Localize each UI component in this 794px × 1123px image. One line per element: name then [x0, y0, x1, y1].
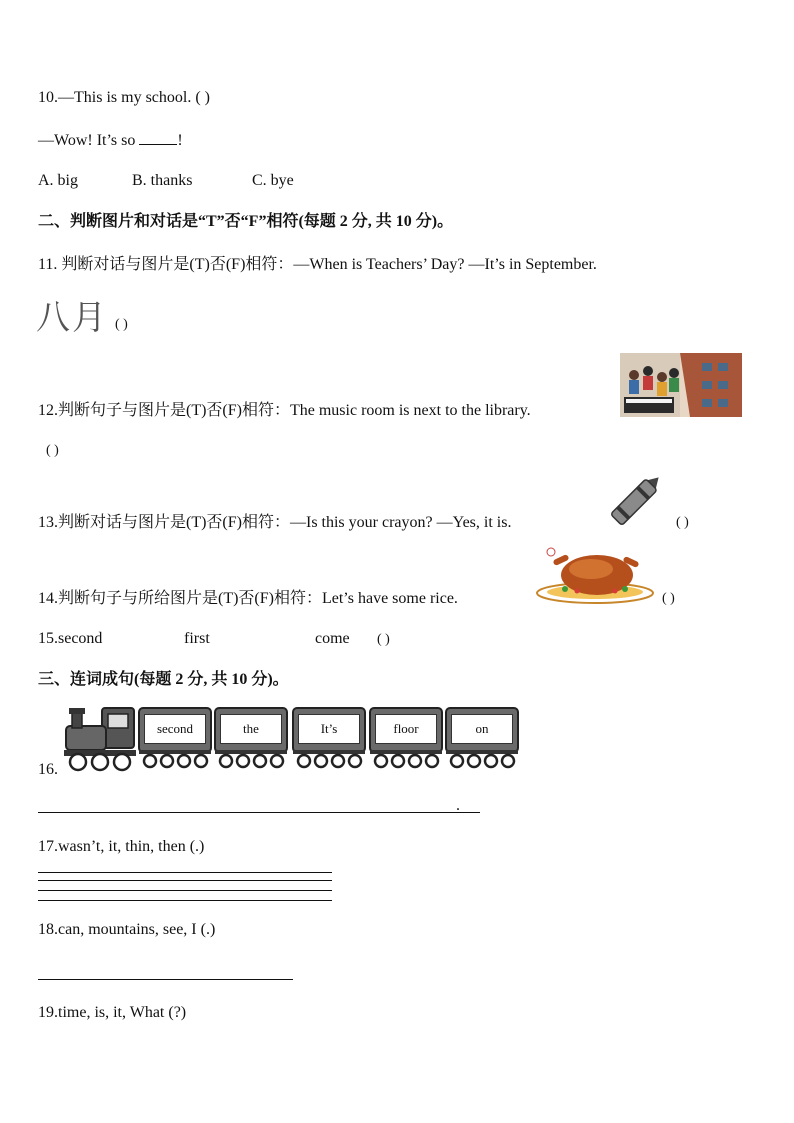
section2-heading: 二、判断图片和对话是“T”否“F”相符(每题 2 分, 共 10 分)。	[38, 213, 454, 230]
q17-answer-line-4[interactable]	[38, 900, 332, 901]
q16-answer-line[interactable]	[38, 812, 480, 813]
q10-question: 10.—This is my school. ( )	[38, 89, 210, 106]
q11-picture-text: 八月	[36, 298, 108, 338]
q10-option-a[interactable]: A. big	[38, 172, 78, 189]
q11-text: 11. 判断对话与图片是(T)否(F)相符：—When is Teachers’ Day? —It’s in September.	[38, 256, 597, 273]
train-word-2[interactable]: the	[220, 714, 282, 744]
train-car-4	[369, 706, 441, 770]
roast-turkey-picture	[535, 543, 655, 605]
q15-words	[38, 629, 390, 650]
q15-answer-paren[interactable]: ( )	[377, 632, 390, 647]
q18-answer-line[interactable]	[38, 979, 293, 980]
crayon-picture	[606, 472, 666, 528]
q15-word-2: first	[184, 630, 210, 647]
train-word-1[interactable]: second	[144, 714, 206, 744]
q13-answer-paren[interactable]: ( )	[676, 515, 689, 530]
q19-text: 19.time, is, it, What (?)	[38, 1004, 187, 1021]
train-car-3	[292, 706, 364, 770]
section3-heading: 三、连词成句(每题 2 分, 共 10 分)。	[38, 671, 289, 688]
q10-response-suffix: !	[177, 132, 183, 149]
q10-blank[interactable]	[139, 130, 177, 145]
q12-answer-paren[interactable]: ( )	[46, 443, 59, 458]
q17-answer-line-2[interactable]	[38, 880, 332, 881]
q16-number: 16.	[38, 761, 58, 778]
q15-word-1: 15.second	[38, 630, 103, 647]
music-room-picture	[620, 353, 742, 417]
q18-text: 18.can, mountains, see, I (.)	[38, 921, 216, 938]
q11-answer-paren[interactable]: ( )	[115, 317, 128, 332]
train-word-4[interactable]: floor	[375, 714, 437, 744]
q17-answer-line-3[interactable]	[38, 890, 332, 891]
q10-response	[38, 130, 183, 151]
train-engine-icon	[62, 704, 138, 772]
q14-text: 14.判断句子与所给图片是(T)否(F)相符：Let’s have some rice.	[38, 590, 458, 607]
train-car-2	[214, 706, 286, 770]
q10-response-prefix: —Wow! It’s so	[38, 132, 140, 149]
q13-text: 13.判断对话与图片是(T)否(F)相符：—Is this your crayon? —Yes, it is.	[38, 514, 512, 531]
q15-word-3: come	[315, 630, 350, 647]
train-word-5[interactable]: on	[451, 714, 513, 744]
train-word-3[interactable]: It’s	[298, 714, 360, 744]
q10-option-c[interactable]: C. bye	[252, 172, 294, 189]
q16-period: .	[456, 797, 460, 814]
q12-text: 12.判断句子与图片是(T)否(F)相符：The music room is next to the library.	[38, 402, 531, 419]
q17-answer-line-1[interactable]	[38, 872, 332, 873]
train-car-5	[445, 706, 517, 770]
train-car-1	[138, 706, 210, 770]
q17-text: 17.wasn’t, it, thin, then (.)	[38, 838, 205, 855]
q10-option-b[interactable]: B. thanks	[132, 172, 193, 189]
q10-options	[38, 171, 294, 191]
q14-answer-paren[interactable]: ( )	[662, 591, 675, 606]
